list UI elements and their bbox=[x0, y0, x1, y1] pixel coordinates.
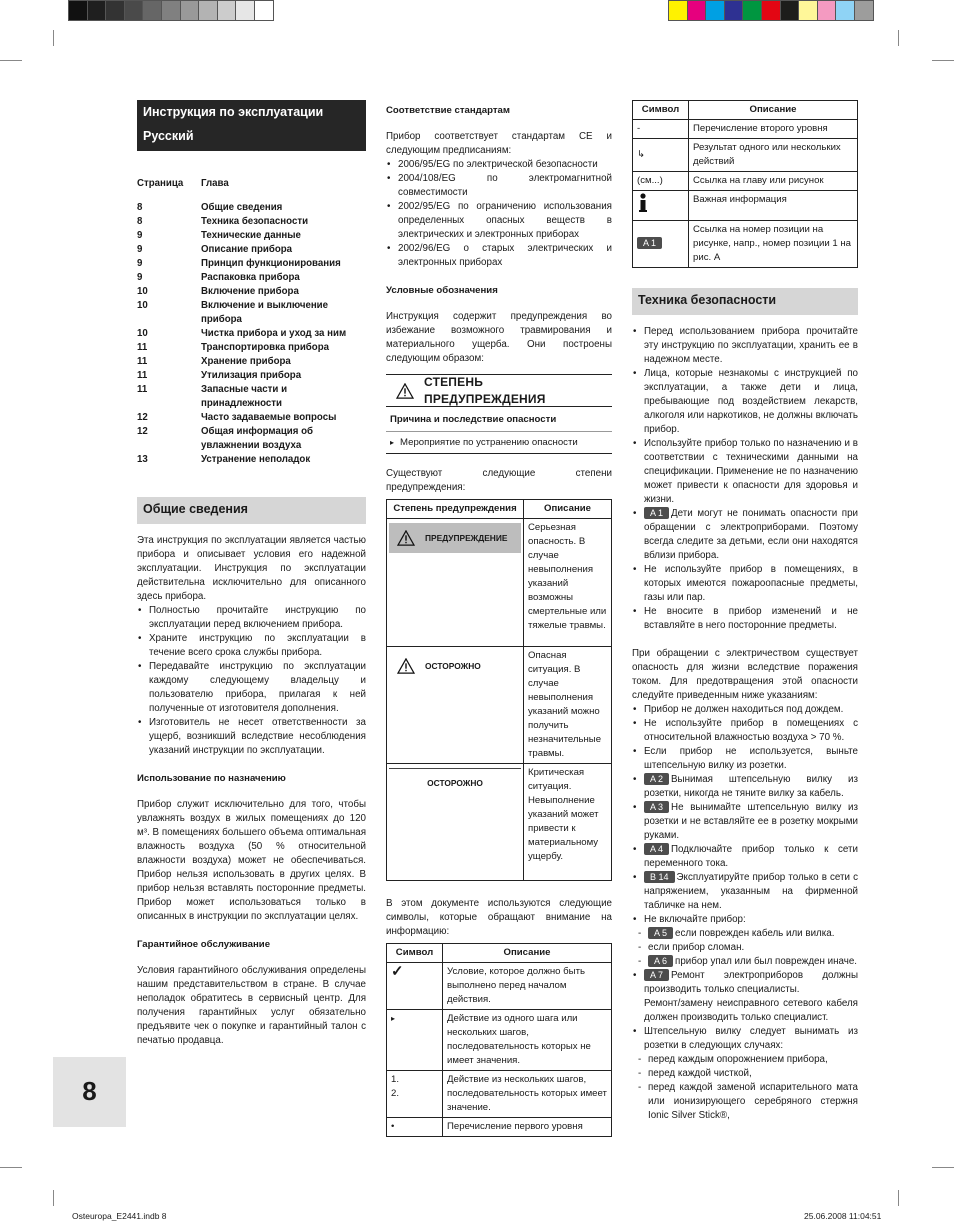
symbols-table-part2 bbox=[632, 100, 858, 268]
warning-level-title: СТЕПЕНЬ ПРЕДУПРЕЖДЕНИЯ bbox=[424, 375, 546, 406]
usage-subtitle: Использование по назначению bbox=[137, 773, 286, 784]
toc-page: 10 bbox=[137, 300, 148, 311]
list-item bbox=[632, 605, 858, 633]
list-item bbox=[632, 717, 858, 745]
table-row bbox=[633, 221, 858, 268]
unplug-list bbox=[632, 1053, 858, 1123]
toc-entry bbox=[137, 425, 366, 453]
electric-bullet-list bbox=[632, 703, 858, 927]
warning-levels-table bbox=[386, 499, 612, 881]
crop-mark bbox=[0, 60, 22, 61]
arrow-symbol: ▸ bbox=[387, 1009, 443, 1070]
list-item-text: Эксплуатируйте прибор только в сети с напряжением, указанным на фирменной табличке на нем. bbox=[644, 872, 858, 911]
color-swatch bbox=[761, 0, 781, 21]
toc-page: 10 bbox=[137, 286, 148, 297]
position-badge: A 2 bbox=[644, 773, 669, 785]
toc-entry bbox=[137, 327, 366, 341]
crop-mark bbox=[53, 30, 54, 46]
toc-page: 12 bbox=[137, 426, 148, 437]
sym-head-symbol: Символ bbox=[633, 101, 689, 120]
list-item bbox=[632, 927, 858, 941]
levels-head-desc: Описание bbox=[524, 499, 612, 518]
list-item: • Храните инструкцию по эксплуатации в течение всего срока службы прибора. bbox=[137, 632, 366, 660]
list-item bbox=[632, 745, 858, 773]
sym-head-symbol: Символ bbox=[387, 943, 443, 962]
level-description: Серьезная опасность. В случае невыполнения указаний возможны смертельные или тяжелые травмы. bbox=[524, 518, 612, 646]
warning-cause: Причина и последствие опасности bbox=[386, 407, 612, 431]
toc-entry bbox=[137, 383, 366, 411]
symbol-description: Ссылка на главу или рисунок bbox=[689, 172, 858, 191]
color-swatch bbox=[254, 0, 274, 21]
table-row bbox=[387, 1117, 612, 1136]
table-row bbox=[387, 763, 612, 880]
level-description: Критическая ситуация. Невыполнение указаний может привести к материальному ущербу. bbox=[524, 763, 612, 880]
toc-chapter-heading: Глава bbox=[201, 178, 229, 189]
repair-text: Ремонт электроприборов должны производить только специалисты. bbox=[644, 970, 858, 995]
list-item-text: Перед использованием прибора прочитайте эту инструкцию по эксплуатации, хранить ее в надежном месте. bbox=[644, 326, 858, 365]
color-calibration-bar bbox=[668, 0, 873, 22]
toc-page-heading: Страница bbox=[137, 178, 184, 189]
list-item: • Передавайте инструкцию по эксплуатации каждому следующему владельцу и пользователю прибора, прилагая к ней полученные от изготовителя дополнения. bbox=[137, 660, 366, 716]
standards-paragraph: Прибор соответствует стандартам CE и следующим предписаниям: bbox=[386, 131, 612, 157]
right-column bbox=[632, 100, 858, 1123]
list-item bbox=[632, 913, 858, 927]
page-number: 8 bbox=[53, 1057, 126, 1127]
grayscale-calibration-bar bbox=[68, 0, 273, 22]
crop-mark bbox=[53, 1190, 54, 1206]
list-item-text: Не включайте прибор: bbox=[644, 914, 746, 925]
level-name: ОСТОРОЖНО bbox=[427, 778, 483, 789]
list-item-text: Прибор не должен находиться под дождем. bbox=[644, 704, 844, 715]
list-item-text: Подключайте прибор только к сети переменного тока. bbox=[644, 844, 858, 869]
levels-head-level: Степень предупреждения bbox=[387, 499, 524, 518]
position-badge: A 3 bbox=[644, 801, 669, 813]
toc-entry bbox=[137, 355, 366, 369]
color-swatch bbox=[68, 0, 88, 21]
color-swatch bbox=[142, 0, 162, 21]
list-item: • 2002/96/EG о старых электрических и электронных приборах bbox=[386, 242, 612, 270]
manual-header bbox=[137, 100, 366, 151]
symbol-description: Действие из нескольких шагов, последовательность которых имеет значение. bbox=[443, 1070, 612, 1117]
list-item-text: Лица, которые незнакомы с инструкцией по эксплуатации, а также дети и лица, пребывающие под воздействием лекарств, алкоголя или наркотиков, не должны включать прибор. bbox=[644, 368, 858, 435]
table-row bbox=[633, 172, 858, 191]
left-column bbox=[137, 100, 366, 1048]
level-label-cell bbox=[387, 646, 524, 763]
toc-title: Принцип функционирования bbox=[201, 258, 341, 269]
color-swatch bbox=[124, 0, 144, 21]
arrow-icon: ▸ bbox=[390, 437, 395, 447]
color-swatch bbox=[742, 0, 762, 21]
list-item bbox=[632, 703, 858, 717]
table-row bbox=[387, 962, 612, 1009]
table-row bbox=[633, 120, 858, 139]
crop-mark bbox=[898, 1190, 899, 1206]
toc-entry bbox=[137, 285, 366, 299]
color-swatch bbox=[724, 0, 744, 21]
list-item: • Изготовитель не несет ответственности за ущерб, возникший вследствие несоблюдения указаний инструкции по эксплуатации. bbox=[137, 716, 366, 758]
standards-list bbox=[386, 158, 612, 270]
list-item bbox=[632, 1025, 858, 1053]
list-item: • Полностью прочитайте инструкцию по эксплуатации перед включением прибора. bbox=[137, 604, 366, 632]
toc-entry bbox=[137, 411, 366, 425]
color-swatch bbox=[235, 0, 255, 21]
warning-measure bbox=[386, 432, 612, 453]
position-badge: A 1 bbox=[637, 237, 662, 249]
list-item: - перед каждым опорожнением прибора, bbox=[632, 1053, 858, 1067]
symbols-paragraph: Инструкция содержит предупреждения во избежание возможного травмирования и материального ущерба. Они построены следующим образом: bbox=[386, 311, 612, 365]
table-row bbox=[387, 1009, 612, 1070]
list-item-text: если поврежден кабель или вилка. bbox=[675, 928, 835, 939]
crop-mark bbox=[0, 1167, 22, 1168]
color-swatch bbox=[705, 0, 725, 21]
toc-page: 11 bbox=[137, 356, 148, 367]
toc-page: 10 bbox=[137, 328, 148, 339]
position-badge: A 6 bbox=[648, 955, 673, 967]
symbol-description: Перечисление второго уровня bbox=[689, 120, 858, 139]
list-item bbox=[632, 367, 858, 437]
toc-list bbox=[137, 201, 366, 467]
color-swatch bbox=[217, 0, 237, 21]
list-item bbox=[632, 325, 858, 367]
list-item-text: Вынимая штепсельную вилку из розетки, никогда не тяните вилку за кабель. bbox=[644, 774, 858, 799]
list-item: - перед каждой чисткой, bbox=[632, 1067, 858, 1081]
toc-page: 9 bbox=[137, 258, 143, 269]
position-badge: B 14 bbox=[644, 871, 675, 883]
list-item bbox=[632, 955, 858, 969]
warning-triangle-icon bbox=[397, 658, 415, 674]
table-row bbox=[387, 518, 612, 646]
position-badge: A 4 bbox=[644, 843, 669, 855]
crop-mark bbox=[898, 30, 899, 46]
toc-entry bbox=[137, 201, 366, 215]
list-item: • 2006/95/EG по электрической безопасности bbox=[386, 158, 612, 172]
level-label bbox=[389, 651, 521, 681]
general-section-title: Общие сведения bbox=[137, 497, 366, 524]
toc-title: Транспортировка прибора bbox=[201, 342, 329, 353]
list-item bbox=[632, 437, 858, 507]
color-swatch bbox=[798, 0, 818, 21]
color-swatch bbox=[817, 0, 837, 21]
toc-entry bbox=[137, 341, 366, 355]
footer-file: Osteuropa_E2441.indb 8 bbox=[72, 1211, 167, 1221]
toc-page: 9 bbox=[137, 272, 143, 283]
color-swatch bbox=[668, 0, 688, 21]
table-row bbox=[633, 139, 858, 172]
toc-header bbox=[137, 177, 366, 191]
warning-measure-text: Мероприятие по устранению опасности bbox=[400, 436, 578, 448]
warning-triangle-icon bbox=[397, 530, 415, 546]
list-item-text: если прибор сломан. bbox=[648, 942, 745, 953]
toc-entry bbox=[137, 229, 366, 243]
toc-title: Распаковка прибора bbox=[201, 272, 300, 283]
list-item bbox=[632, 871, 858, 913]
usage-paragraph: Прибор служит исключительно для того, чтобы увлажнять воздух в жилых помещениях до 120 м³. В помещениях большего объема оптимальная влажность воздуха (50 % относительной влажности воздуха) может не обеспечиваться. Прибор нельзя использовать в других целях. В прибор нельзя вставлять посторонние предметы. Прибор может использоваться только в описанных в инструкции по эксплуатации целях. bbox=[137, 799, 366, 923]
list-item: • 2004/108/EG по электромагнитной совместимости bbox=[386, 172, 612, 200]
warning-box-title-row bbox=[386, 375, 612, 407]
color-swatch bbox=[198, 0, 218, 21]
toc-title: Включение прибора bbox=[201, 286, 299, 297]
color-swatch bbox=[687, 0, 707, 21]
manual-title: Инструкция по эксплуатации bbox=[143, 105, 324, 119]
list-item: • 2002/95/EG по ограничению использования определенных опасных веществ в электрических и электронных приборах bbox=[386, 200, 612, 242]
color-swatch bbox=[854, 0, 874, 21]
list-item bbox=[632, 843, 858, 871]
list-item-text: прибор упал или был поврежден иначе. bbox=[675, 956, 858, 967]
toc-page: 9 bbox=[137, 230, 143, 241]
color-swatch bbox=[780, 0, 800, 21]
sym-head-desc: Описание bbox=[689, 101, 858, 120]
toc-title: Общая информация об увлажнении воздуха bbox=[201, 426, 313, 451]
level-label bbox=[389, 768, 521, 798]
warning-structure-box bbox=[386, 374, 612, 453]
symbol-cell: (см...) bbox=[633, 172, 689, 191]
checkmark-symbol: ✓ bbox=[387, 962, 443, 1009]
levels-intro: Существуют следующие степени предупреждения: bbox=[386, 467, 612, 493]
list-item bbox=[632, 941, 858, 955]
toc-page: 8 bbox=[137, 202, 143, 213]
toc-entry bbox=[137, 271, 366, 285]
level-description: Опасная ситуация. В случае невыполнения указаний можно получить незначительные травмы. bbox=[524, 646, 612, 763]
symbols-intro: В этом документе используются следующие символы, которые обращают внимание на информацию: bbox=[386, 897, 612, 937]
level-label bbox=[389, 523, 521, 553]
sym-head-desc: Описание bbox=[443, 943, 612, 962]
table-row bbox=[387, 1070, 612, 1117]
symbols-subtitle: Условные обозначения bbox=[386, 285, 498, 297]
repair-list bbox=[632, 969, 858, 1053]
toc-page: 12 bbox=[137, 412, 148, 423]
color-swatch bbox=[835, 0, 855, 21]
crop-mark bbox=[932, 1167, 954, 1168]
table-row bbox=[633, 191, 858, 221]
unplug-text: Штепсельную вилку следует вынимать из розетки в следующих случаях: bbox=[644, 1026, 858, 1051]
color-swatch bbox=[161, 0, 181, 21]
safety-section-title: Техника безопасности bbox=[632, 288, 858, 315]
table-of-contents bbox=[137, 177, 366, 467]
electric-paragraph: При обращении с электричеством существует опасность для жизни вследствие поражения током. Для предотвращения этой опасности следуйте приведенным ниже указаниям: bbox=[632, 648, 858, 701]
level-name: ОСТОРОЖНО bbox=[425, 660, 481, 671]
footer-date: 25.06.2008 11:04:51 bbox=[804, 1211, 882, 1221]
list-item bbox=[632, 801, 858, 843]
position-badge: A 5 bbox=[648, 927, 673, 939]
toc-page: 11 bbox=[137, 384, 148, 395]
toc-entry bbox=[137, 369, 366, 383]
info-icon bbox=[637, 193, 649, 213]
toc-title: Часто задаваемые вопросы bbox=[201, 412, 337, 423]
toc-title: Включение и выключение прибора bbox=[201, 300, 329, 325]
list-item bbox=[632, 773, 858, 801]
symbol-description: Перечисление первого уровня bbox=[443, 1117, 612, 1136]
symbol-cell: - bbox=[633, 120, 689, 139]
symbol-description: Условие, которое должно быть выполнено перед началом действия. bbox=[443, 962, 612, 1009]
toc-title: Запасные части и принадлежности bbox=[201, 384, 288, 409]
crop-mark bbox=[932, 60, 954, 61]
color-swatch bbox=[105, 0, 125, 21]
repair-text-2: Ремонт/замену неисправного сетевого кабеля должен производить только специалист. bbox=[644, 998, 858, 1023]
toc-title: Чистка прибора и уход за ним bbox=[201, 328, 347, 339]
list-item-text: Используйте прибор только по назначению и в соответствии с техническими данными на спецификации. Применение не по назначению может привести к опасности для здоровья и жизни. bbox=[644, 438, 859, 505]
list-item-text: Не вынимайте штепсельную вилку из розетки и не вставляйте ее в розетку мокрыми руками. bbox=[644, 802, 858, 841]
standards-subtitle: Соответствие стандартам bbox=[386, 105, 510, 116]
list-item: - перед каждой заменой испарительного мата или ионизирующего серебряного стержня Ionic Silver Stick®, bbox=[632, 1081, 858, 1123]
toc-title: Общие сведения bbox=[201, 202, 283, 213]
toc-title: Описание прибора bbox=[201, 244, 293, 255]
color-swatch bbox=[87, 0, 107, 21]
list-item-text: Не используйте прибор в помещениях с относительной влажностью воздуха > 70 %. bbox=[644, 718, 858, 743]
symbol-cell bbox=[633, 221, 689, 268]
toc-title: Технические данные bbox=[201, 230, 301, 241]
toc-page: 13 bbox=[137, 454, 148, 465]
level-label-cell bbox=[387, 518, 524, 646]
symbol-description: Ссылка на номер позиции на рисунке, напр., номер позиции 1 на рис. A bbox=[689, 221, 858, 268]
toc-title: Хранение прибора bbox=[201, 356, 291, 367]
level-label-cell bbox=[387, 763, 524, 880]
info-icon-cell bbox=[633, 191, 689, 221]
not-switch-on-list bbox=[632, 927, 858, 969]
symbols-table-part1 bbox=[386, 943, 612, 1137]
list-item bbox=[632, 507, 858, 563]
warranty-subtitle: Гарантийное обслуживание bbox=[137, 939, 271, 951]
symbol-cell: 1. 2. bbox=[387, 1070, 443, 1117]
list-item-text: Не вносите в прибор изменений и не вставляйте в него посторонние предметы. bbox=[644, 606, 858, 631]
toc-page: 11 bbox=[137, 342, 148, 353]
toc-page: 8 bbox=[137, 216, 143, 227]
symbol-cell: • bbox=[387, 1117, 443, 1136]
symbol-description: Действие из одного шага или нескольких шагов, последовательность которых не имеет значения. bbox=[443, 1009, 612, 1070]
toc-page: 11 bbox=[137, 370, 148, 381]
list-item bbox=[632, 969, 858, 1025]
middle-column bbox=[386, 100, 612, 1137]
table-row bbox=[387, 646, 612, 763]
toc-entry bbox=[137, 243, 366, 257]
level-name: ПРЕДУПРЕЖДЕНИЕ bbox=[425, 532, 508, 543]
toc-title: Утилизация прибора bbox=[201, 370, 302, 381]
toc-entry bbox=[137, 299, 366, 327]
toc-title: Техника безопасности bbox=[201, 216, 309, 227]
list-item-text: Если прибор не используется, выньте штепсельную вилку из розетки. bbox=[644, 746, 858, 771]
warranty-paragraph: Условия гарантийного обслуживания определены нашим представительством в стране. В случае неполадок обратитесь в сервисный центр. Для получения гарантийных услуг обязательно предъявите чек о покупке и гарантийный талон с печатью продавца. bbox=[137, 965, 366, 1047]
warning-triangle-icon bbox=[396, 383, 414, 399]
list-item bbox=[632, 563, 858, 605]
toc-title: Устранение неполадок bbox=[201, 454, 311, 465]
safety-bullet-list bbox=[632, 325, 858, 633]
symbol-description: Результат одного или нескольких действий bbox=[689, 139, 858, 172]
general-paragraph: Эта инструкция по эксплуатации является частью прибора и описывает условия его надежной эксплуатации. Инструкция по эксплуатации действительна исключительно для описанного здесь прибора. bbox=[137, 535, 366, 602]
toc-page: 9 bbox=[137, 244, 143, 255]
color-swatch bbox=[180, 0, 200, 21]
result-arrow-symbol: ↳ bbox=[633, 139, 689, 172]
list-item-text: Дети могут не понимать опасности при обращении с электроприборами. Поэтому всегда следите за детьми, если они находятся вблизи прибора. bbox=[644, 508, 858, 561]
toc-entry bbox=[137, 257, 366, 271]
toc-entry bbox=[137, 453, 366, 467]
list-item-text: Не используйте прибор в помещениях, в которых имеются пожароопасные предметы, газы или пар. bbox=[644, 564, 858, 603]
toc-entry bbox=[137, 215, 366, 229]
symbol-description: Важная информация bbox=[689, 191, 858, 221]
position-badge: A 7 bbox=[644, 969, 669, 981]
position-badge: A 1 bbox=[644, 507, 669, 519]
language-label: Русский bbox=[143, 129, 194, 143]
general-bullet-list bbox=[137, 604, 366, 758]
